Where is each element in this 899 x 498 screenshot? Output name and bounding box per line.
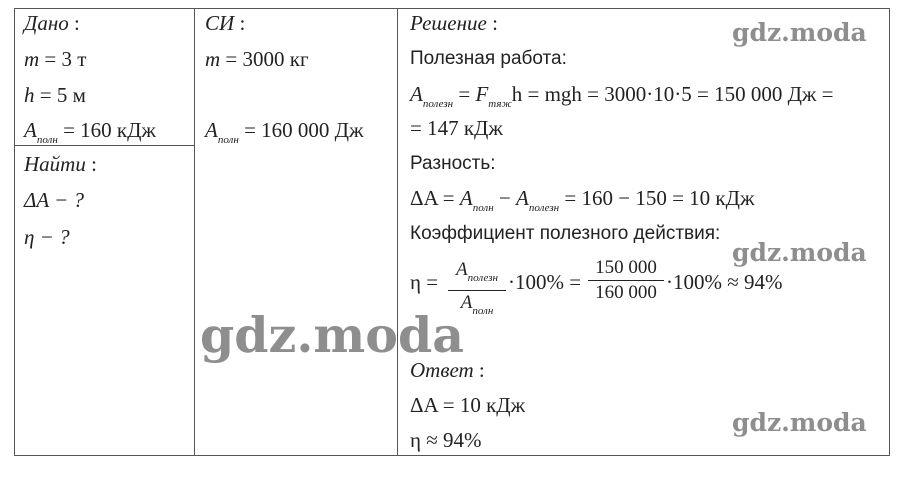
efficiency-result: ·100% ≈ 94% (666, 270, 783, 294)
useful-work-equation: $A_{полезн} = F_{тяж}h$ = mgh = 3000·10·5 = 150 000 Дж = (410, 82, 834, 110)
si-mass: m = 3000 кг (205, 47, 309, 71)
difference-label: Разность: (410, 153, 496, 174)
fraction-denominator: 160 000 (595, 282, 657, 303)
table-border-right (889, 8, 890, 456)
watermark-logo: gdz.moda (200, 306, 464, 364)
solution-heading: Решение : (410, 11, 498, 35)
efficiency-label: Коэффициент полезного действия: (410, 223, 721, 244)
answer-heading: Ответ : (410, 358, 485, 382)
given-height: h = 5 м (24, 83, 86, 107)
find-delta-a: ΔA − ? (24, 188, 84, 212)
watermark-logo: gdz.moda (732, 238, 867, 267)
given-heading: Дано : (24, 11, 80, 35)
eta-symbol: η = (410, 270, 439, 294)
column-divider-1 (194, 8, 195, 456)
watermark-logo: gdz.moda (732, 408, 867, 437)
useful-work-result: = 147 кДж (410, 116, 503, 140)
table-border-left (14, 8, 15, 456)
table-border-top (14, 8, 890, 9)
si-heading: СИ : (205, 11, 246, 35)
answer-efficiency: η ≈ 94% (410, 428, 482, 452)
fraction-denominator: $A_{полн}$ (460, 292, 494, 317)
watermark-logo: gdz.moda (732, 18, 867, 47)
fraction-numerator: 150 000 (595, 257, 657, 278)
answer-delta-a: ΔA = 10 кДж (410, 393, 526, 417)
given-total-work: $A_{полн} = 160$ кДж (24, 118, 156, 146)
given-mass: m = 3 т (24, 47, 87, 71)
find-efficiency: η − ? (24, 225, 70, 249)
efficiency-fraction-numeric (588, 256, 664, 305)
table-border-bottom (14, 455, 890, 456)
si-total-work: $A_{полн} = 160$ 000 Дж (205, 118, 364, 146)
useful-work-label: Полезная работа: (410, 48, 567, 69)
difference-equation: $\Delta A = A_{полн} - A_{полезн} = 160 - 150 = 10$ кДж (410, 186, 755, 214)
column-divider-2 (397, 8, 398, 456)
find-heading: Найти : (24, 152, 97, 176)
fraction-numerator: $A_{полезн}$ (456, 259, 498, 284)
efficiency-multiplier: ·100% = (508, 270, 582, 294)
